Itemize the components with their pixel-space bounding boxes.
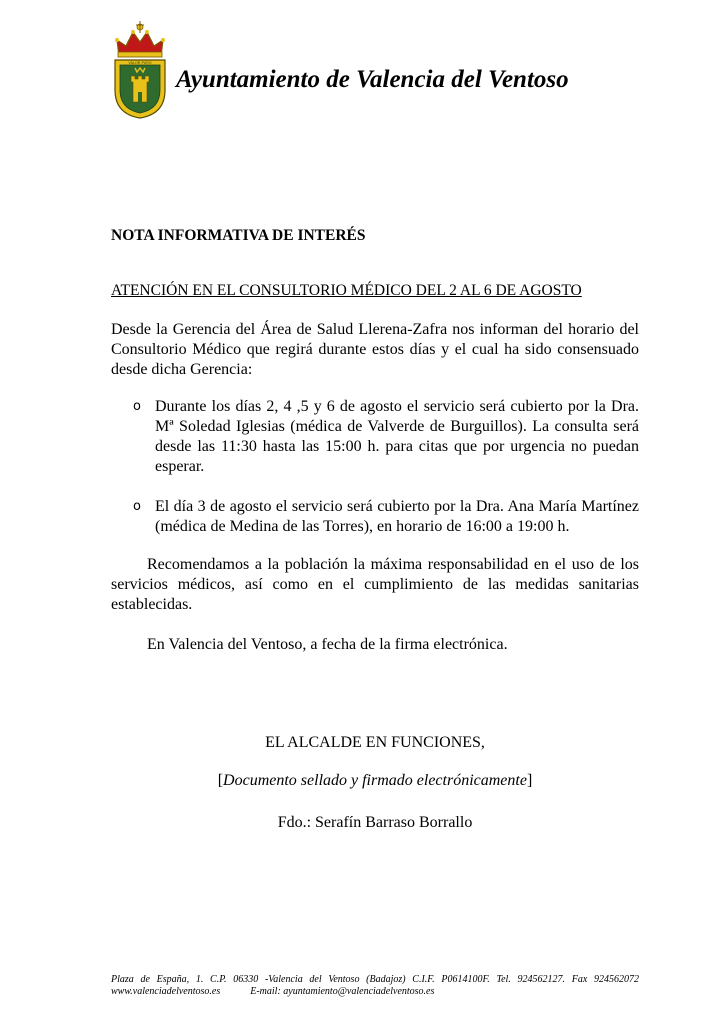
bullet-circle-icon: o — [133, 499, 141, 514]
page-footer — [111, 974, 639, 998]
list-item-text: Durante los días 2, 4 ,5 y 6 de agosto el servicio será cubierto por la Dra. Mª Soledad Iglesias (médica de Valverde de Burguillos). La consulta será desde las 11:30 hasta las 15:00 h. para citas que por urgencia no puedan esperar. — [155, 398, 639, 475]
svg-text:VALOR PURO: VALOR PURO — [128, 61, 152, 65]
bracket-open: [ — [217, 772, 224, 789]
schedule-list — [111, 397, 639, 537]
list-item — [111, 497, 639, 537]
crest-icon — [109, 18, 171, 120]
place-date: En Valencia del Ventoso, a fecha de la firma electrónica. — [147, 636, 508, 653]
footer-email[interactable]: E-mail: ayuntamiento@valenciadelventoso.es — [250, 986, 435, 997]
bracket-close: ] — [526, 772, 533, 789]
list-item — [111, 397, 639, 477]
list-item-text: El día 3 de agosto el servicio será cubierto por la Dra. Ana María Martínez (médica de Medina de las Torres), en horario de 16:00 a 19:00 h. — [155, 498, 639, 535]
signer-title: EL ALCALDE EN FUNCIONES, — [265, 734, 485, 751]
subject-heading: ATENCIÓN EN EL CONSULTORIO MÉDICO DEL 2 AL 6 DE AGOSTO — [111, 282, 582, 299]
signature-note-text: Documento sellado y firmado electrónicamente — [223, 772, 527, 789]
electronic-signature-note — [111, 772, 639, 790]
bullet-circle-icon: o — [133, 399, 141, 414]
signer-name: Fdo.: Serafín Barraso Borrallo — [277, 814, 473, 831]
document-body — [111, 226, 639, 655]
footer-website[interactable]: www.valenciadelventoso.es — [111, 986, 221, 997]
organization-name: Ayuntamiento de Valencia del Ventoso — [176, 66, 569, 93]
note-title: NOTA INFORMATIVA DE INTERÉS — [111, 227, 366, 244]
intro-paragraph: Desde la Gerencia del Área de Salud Llerena-Zafra nos informan del horario del Consultorio Médico que regirá durante estos días y el cual ha sido consensuado desde dicha Gerencia: — [111, 321, 639, 378]
footer-contact — [111, 986, 639, 998]
recommendation-paragraph: Recomendamos a la población la máxima responsabilidad en el uso de los servicios médicos, así como en el cumplimiento de las medidas sanitarias establecidas. — [111, 556, 639, 613]
footer-address: Plaza de España, 1. C.P. 06330 -Valencia del Ventoso (Badajoz) C.I.F. P0614100F. Tel. 924562127. Fax 924562072 — [111, 974, 639, 985]
municipal-crest-logo — [109, 18, 171, 120]
